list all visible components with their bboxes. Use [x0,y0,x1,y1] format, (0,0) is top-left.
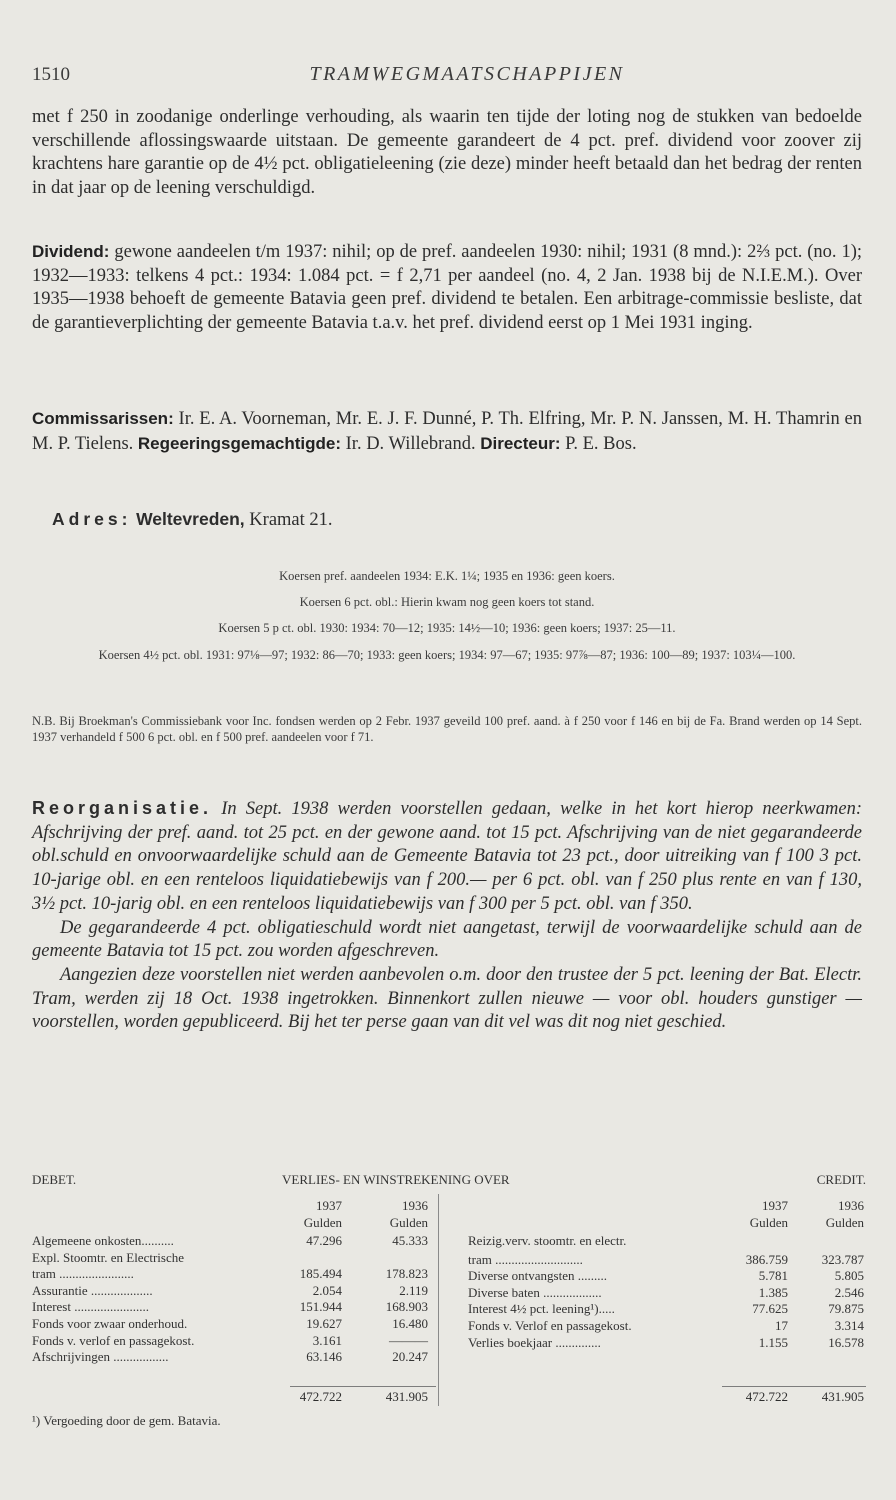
page-number: 1510 [32,64,70,85]
credit-row-1937: 386.759 [745,1251,788,1267]
footnote: ¹) Vergoeding door de gem. Batavia. [32,1413,221,1428]
koers-line-3: Koersen 5 p ct. obl. 1930: 1934: 70—12; 1935: 14½—10; 1936: geen koers; 1937: 25—11. [218,621,676,635]
intro-paragraph: met f 250 in zoodanige onderlinge verhouding, als waarin ten tijde der loting nog de stukken van bedoelde verschillende aflossingswaarde uitstaan. De gemeente garandeert de 4 pct. pref. dividend voor zoover zij krachtens hare garantie op de 4½ pct. obligatieleening (zie deze) minder heeft betaald dan het bedrag der renten in dat jaar op de leening verschuldigd. [32,107,862,198]
address-street: Kramat 21. [244,510,333,530]
debet-total-1936: 431.905 [385,1389,428,1404]
debet-row-1937: 185.494 [299,1266,342,1282]
debet-row-1936: 2.119 [399,1282,428,1298]
debet-row-1936: 45.333 [392,1233,428,1248]
regeering-label: Regeeringsgemachtigde: [137,433,342,453]
debet-row-label: Interest ....................... [32,1299,149,1315]
address-line [52,508,882,533]
dividend-text: gewone aandeelen t/m 1937: nihil; op de pref. aandeelen 1930: nihil; 1931 (8 mnd.): 2⅔ pct. (no. 1); 1932—1933: telkens 4 pct.: 1934: 1.084 pct. = f 2,71 per aandeel (no. 4, 2 Jan. 1938 bij de N.I.E.M.). Over 1935—1938 behoeft de gemeente Batavia geen pref. dividend te betalen. Een arbitrage-commissie besliste, dat de garantieverplichting der gemeente Batavia t.a.v. het pref. dividend eerst op 1 Mei 1931 inging. [32,242,862,333]
nb-text: Bij Broekman's Commissiebank voor Inc. fondsen werden op 2 Febr. 1937 geveild 100 pref. aand. à f 250 voor f 146 en bij de Fa. Brand werden op 14 Sept. 1937 verhandeld f 500 6 pct. obl. en f 500 pref. aandeelen voor f 71. [32,714,862,744]
credit-row-1937: 5.781 [758,1268,788,1284]
debet-heading: DEBET. [32,1172,77,1187]
debet-row-label: Fonds v. verlof en passagekost. [32,1332,195,1348]
debet-row-1936: ——— [389,1332,428,1348]
credit-row-1936: 323.787 [821,1251,864,1267]
credit-row-label: Diverse baten .................. [468,1284,602,1300]
debet-row-1937: 2.054 [312,1282,342,1298]
debet-row-label: tram ....................... [32,1266,134,1282]
debet-row-1936: 16.480 [392,1316,428,1331]
nb-note [32,713,862,745]
table-divider [438,1194,439,1406]
debet-row-label: Algemeene onkosten.......... [32,1233,174,1248]
board-paragraph [32,407,862,456]
page-header [32,60,862,90]
credit-row-1937 [722,1233,788,1249]
debet-row-label: Fonds voor zwaar onderhoud. [32,1316,188,1331]
address-label: Adres: [52,509,132,529]
credit-row-label: Interest 4½ pct. leening¹)..... [468,1301,615,1317]
credit-total-1936: 431.905 [821,1389,864,1404]
directeur-text: P. E. Bos. [560,433,637,454]
credit-row-1936: 3.314 [834,1318,864,1333]
debet-year-1936: 1936 [402,1198,428,1213]
directeur-label: Directeur: [480,433,561,453]
credit-row-label: Verlies boekjaar .............. [468,1334,601,1350]
debet-row-label: Expl. Stoomtr. en Electrische [32,1249,184,1265]
debet-row-1937: 63.146 [306,1349,342,1365]
running-title: TRAMWEGMAATSCHAPPIJEN [309,63,625,85]
reorganisation-p3: Aangezien deze voorstellen niet werden aanbevolen o.m. door den trustee der 5 pct. leening der Bat. Electr. Tram, werden zij 18 Oct. 1938 ingetrokken. Binnenkort zullen nieuwe — voor obl. houders gunstiger — voorstellen, worden gepubliceerd. Bij het ter perse gaan van dit vel was dit nog niet geschied. [32,964,862,1033]
debet-row-label: Assurantie ................... [32,1282,153,1298]
credit-year-1937: 1937 [762,1198,788,1213]
reorganisation-p2: De gegarandeerde 4 pct. obligatieschuld wordt niet aangetast, terwijl de voorwaardelijke schuld aan de gemeente Batavia tot 15 pct. zou worden afgeschreven. [32,917,862,962]
credit-total-1937: 472.722 [745,1389,788,1404]
credit-unit-1936: Gulden [825,1215,864,1230]
credit-row-1937: 17 [775,1318,788,1333]
credit-row-label: Fonds v. Verlof en passagekost. [468,1318,632,1333]
commissarissen-text: Ir. E. A. Voorneman, Mr. E. J. F. Dunné, P. Th. Elfring, Mr. P. N. Janssen, M. H. Thamrin en M. P. Tielens. [32,409,862,454]
credit-row-1937: 77.625 [752,1301,788,1317]
debet-total-1937: 472.722 [299,1389,342,1404]
debet-unit-1937: Gulden [303,1215,342,1230]
debet-row-1936: 168.903 [385,1299,428,1315]
credit-row-1936: 5.805 [834,1268,864,1284]
regeering-text: Ir. D. Willebrand. [341,433,476,454]
koers-line-4: Koersen 4½ pct. obl. 1931: 97⅛—97; 1932: 86—70; 1933: geen koers; 1934: 97—67; 1935: 97⅞—87; 1936: 100—89; 1937: 103¼—100. [98,648,796,662]
debet-total-rule [290,1386,436,1387]
debet-unit-1936: Gulden [389,1215,428,1230]
credit-row-1936: 2.546 [834,1284,864,1300]
debet-year-1937: 1937 [316,1198,342,1213]
dividend-paragraph [32,240,862,335]
dividend-label: Dividend: [32,242,110,261]
debet-row-1936: 20.247 [392,1349,428,1365]
credit-row-1937: 1.155 [758,1334,788,1350]
account-table [32,1172,866,1190]
credit-heading: CREDIT. [816,1172,866,1187]
debet-row-1937 [290,1250,342,1266]
reorganisation-section [32,797,862,1035]
credit-unit-1937: Gulden [749,1215,788,1230]
credit-row-label: tram ........................... [468,1251,583,1267]
debet-row-1937: 47.296 [306,1233,342,1248]
credit-row-label: Reizig.verv. stoomtr. en electr. [468,1233,627,1248]
debet-row-1937: 19.627 [306,1316,342,1331]
koers-line-1: Koersen pref. aandeelen 1934: E.K. 1¼; 1935 en 1936: geen koers. [279,569,615,583]
koers-line-2: Koersen 6 pct. obl.: Hierin kwam nog geen koers tot stand. [299,595,595,609]
table-heading [32,1172,866,1190]
debet-row-1936 [366,1250,428,1266]
address-place: Weltevreden, [136,509,245,529]
table-title: VERLIES- EN WINSTREKENING OVER [282,1172,510,1187]
nb-label: N.B. [32,714,56,728]
debet-row-1937: 3.161 [312,1332,342,1348]
credit-row-1936: 79.875 [828,1301,864,1317]
reorganisation-p1: In Sept. 1938 werden voorstellen gedaan, welke in het kort hierop neerkwamen: Afschrijving der pref. aand. tot 25 pct. en der gewone aand. tot 15 pct. Afschrijving van de niet gegarandeerde obl.schuld en onvoorwaardelijke schuld aan de Gemeente Batavia tot 23 pct., door uitreiking van f 100 3 pct. 10-jarige obl. en een renteloos liquidatiebewijs van f 200.— per 6 pct. obl. van f 250 plus rente en van f 130, 3½ pct. 10-jarig obl. en een renteloos liquidatiebewijs van f 300 per 5 pct. obl. van f 350. [32,799,862,914]
credit-year-1936: 1936 [838,1198,864,1213]
debet-row-1936: 178.823 [385,1266,428,1282]
credit-row-1936: 16.578 [828,1334,864,1350]
credit-total-rule [722,1386,866,1387]
commissarissen-label: Commissarissen: [32,409,174,428]
debet-row-1937: 151.944 [299,1299,342,1315]
credit-row-label: Diverse ontvangsten ......... [468,1268,608,1284]
debet-row-label: Afschrijvingen ................. [32,1349,169,1365]
reorganisation-label: Reorganisatie. [32,798,213,818]
credit-row-1936 [798,1233,864,1249]
credit-row-1937: 1.385 [758,1284,788,1300]
